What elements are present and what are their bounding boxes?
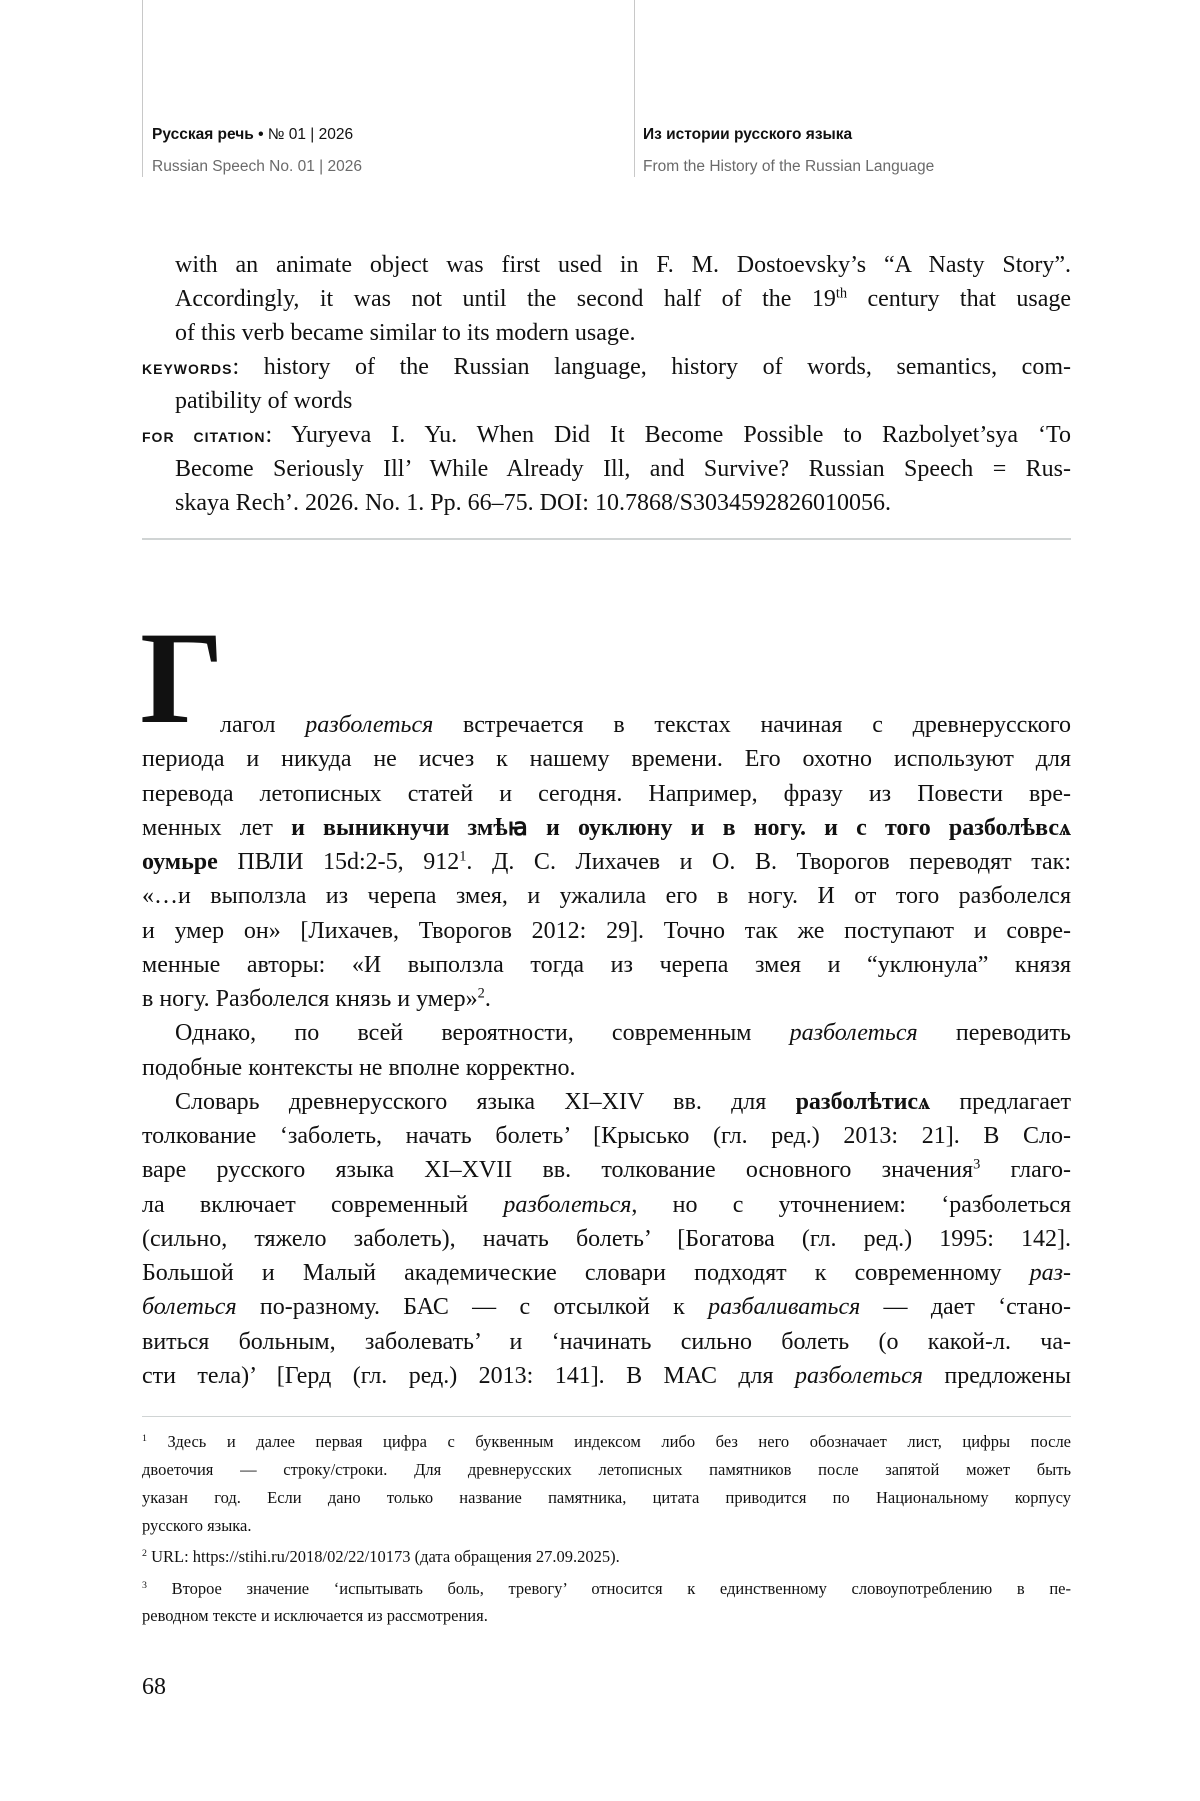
footnote-ref: 2 xyxy=(477,985,485,1002)
drop-cap: Г xyxy=(140,604,224,751)
text-run: Словарь древнерусского языка XI–XIV вв. для xyxy=(175,1088,796,1115)
text-run: разболеться xyxy=(789,1020,918,1047)
text-run: предлагает xyxy=(930,1088,1071,1115)
body-line xyxy=(142,914,1071,948)
footnote-ref: th xyxy=(835,285,848,302)
text-run: skaya Rech’. 2026. No. 1. Pp. 66–75. DOI: 10.7868/S3034592826010056. xyxy=(175,490,891,516)
footnote-line xyxy=(142,1512,1071,1540)
text-run: ПВЛИ 15d:2-5, 912 xyxy=(217,849,460,875)
text-run: виться больным, заболевать’ и ‘начинать сильно болеть (о какой-л. ча- xyxy=(142,1328,1071,1355)
text-run: Become Seriously Ill’ While Already Ill, and Survive? Russian Speech = Rus- xyxy=(175,456,1071,482)
text-run: Accordingly, it was not until the second half of the 19 xyxy=(175,286,836,312)
abstract-line xyxy=(175,452,1071,486)
text-run: of this verb became similar to its modern usage. xyxy=(175,320,636,346)
text-run: указан год. Если дано только название памятника, цитата приводится по Национальному корпусу xyxy=(142,1488,1071,1507)
body-line xyxy=(142,1359,1071,1393)
footnote-ref: 2 xyxy=(142,1548,147,1560)
body-line xyxy=(142,948,1071,982)
text-run: лагол xyxy=(220,712,306,738)
text-run: двоеточия — строку/строки. Для древнерусских летописных памятников после запятой может быть xyxy=(142,1460,1071,1479)
footnote-ref: 1 xyxy=(459,848,467,865)
section-title-ru xyxy=(643,126,852,144)
footnote-rule xyxy=(142,1416,1071,1417)
body-line xyxy=(175,1016,1071,1050)
text-run: оумьре xyxy=(142,849,218,875)
body-line xyxy=(142,982,1071,1016)
text-run: ла включает современный xyxy=(142,1191,504,1218)
text-run: менных лет xyxy=(142,814,292,841)
text-run: century that usage xyxy=(847,286,1071,312)
text-run: : history of the Russian language, history of words, semantics, com- xyxy=(232,354,1071,380)
body-line xyxy=(142,1290,1071,1324)
text-run: patibility of words xyxy=(175,388,353,414)
footnote-line xyxy=(142,1602,1071,1630)
text-run: — дает ‘стано- xyxy=(860,1294,1071,1321)
field-label: FOR CITATION xyxy=(142,429,266,445)
abstract-line xyxy=(142,350,1071,384)
body-line xyxy=(142,742,1071,776)
text-run: «…и выползла из черепа змея, и ужалила его в ногу. И от того разболелся xyxy=(142,883,1071,910)
body-line xyxy=(142,1051,1071,1085)
abstract-line xyxy=(175,486,1071,520)
text-run: подобные контексты не вполне корректно. xyxy=(142,1054,576,1081)
abstract-line xyxy=(175,384,1071,418)
abstract-rule xyxy=(142,538,1071,540)
journal-title-ru xyxy=(152,126,353,144)
footnote-line xyxy=(142,1543,1071,1571)
journal-title-en: Russian Speech No. 01 | 2026 xyxy=(152,158,362,175)
text-run: URL: https://stihi.ru/2018/02/22/10173 (дата обращения 27.09.2025). xyxy=(146,1547,620,1566)
text-run: разболеться xyxy=(794,1362,923,1389)
abstract-line xyxy=(142,418,1071,452)
body-line xyxy=(220,708,1071,742)
footnote-ref: 1 xyxy=(142,1433,147,1445)
body-line xyxy=(142,1325,1071,1359)
header-divider-right xyxy=(634,0,635,177)
text-run: разболеться xyxy=(305,712,434,738)
footnote-line xyxy=(142,1575,1071,1603)
text-run: реводном тексте и исключается из рассмотрения. xyxy=(142,1606,488,1625)
text-run: with an animate object was first used in F. M. Dostoevsky’s “A Nasty Story”. xyxy=(175,252,1071,278)
journal-name: Русская речь • xyxy=(152,126,264,143)
body-line xyxy=(142,1153,1071,1187)
footnote-line xyxy=(142,1484,1071,1512)
text-run: Большой и Малый академические словари подходят к современному xyxy=(142,1260,1030,1286)
text-run: Здесь и далее первая цифра с буквенным индексом либо без него обозначает лист, цифры после xyxy=(146,1432,1071,1451)
text-run: : Yuryeva I. Yu. When Did It Become Possible to Razbolyet’sya ‘To xyxy=(265,422,1072,448)
text-run: разболеться xyxy=(503,1191,632,1218)
section-name: Из истории русского языка xyxy=(643,126,853,143)
header-divider-left xyxy=(142,0,143,177)
page-number: 68 xyxy=(142,1674,166,1700)
text-run: толкование ‘заболеть, начать болеть’ [Крысько (гл. ред.) 2013: 21]. В Сло- xyxy=(142,1123,1071,1149)
text-run: варе русского языка XI–XVII вв. толкование основного значения xyxy=(142,1157,974,1184)
text-run: Второе значение ‘испытывать боль, тревогу’ относится к единственному словоупотреблению в пе- xyxy=(146,1579,1071,1598)
text-run: и выникнучи змѣꙗ и оуклюну и в ногу. и с того разболѣвсѧ xyxy=(291,814,1071,841)
footnote-ref: 3 xyxy=(973,1156,981,1173)
journal-issue: № 01 | 2026 xyxy=(267,126,354,143)
body-line xyxy=(142,811,1071,845)
text-run: разбаливаться xyxy=(708,1294,861,1321)
body-line xyxy=(142,1256,1071,1290)
body-line xyxy=(142,1119,1071,1153)
text-run: . Д. С. Лихачев и О. В. Творогов переводят так: xyxy=(466,849,1071,875)
text-run: сти тела)’ [Герд (гл. ред.) 2013: 141]. В МАС для xyxy=(142,1362,795,1389)
text-run: , но с уточнением: ‘разболеться xyxy=(631,1191,1071,1218)
abstract-line xyxy=(175,248,1071,282)
text-run: переводить xyxy=(917,1020,1071,1047)
text-run: болеться xyxy=(142,1294,237,1321)
text-run: разболѣтисѧ xyxy=(795,1088,931,1115)
text-run: в ногу. Разболелся князь и умер» xyxy=(142,986,478,1012)
section-title-en: From the History of the Russian Language xyxy=(643,158,935,175)
body-line xyxy=(142,845,1071,879)
body-line xyxy=(142,1188,1071,1222)
body-line xyxy=(142,1222,1071,1256)
text-run: раз- xyxy=(1029,1260,1071,1286)
text-run: периода и никуда не исчез к нашему времени. Его охотно используют для xyxy=(142,746,1071,773)
field-label: KEYWORDS xyxy=(142,361,233,377)
body-line xyxy=(175,1085,1071,1119)
body-line xyxy=(142,777,1071,811)
text-run: глаго- xyxy=(980,1157,1071,1184)
text-run: Однако, по всей вероятности, современным xyxy=(175,1020,790,1047)
text-run: перевода летописных статей и сегодня. Например, фразу из Повести вре- xyxy=(142,780,1071,807)
abstract-line xyxy=(175,282,1071,316)
text-run: по-разному. БАС — с отсылкой к xyxy=(236,1294,709,1321)
abstract-line xyxy=(175,316,1071,350)
text-run: предложены xyxy=(922,1362,1071,1389)
footnote-ref: 3 xyxy=(142,1580,147,1592)
text-run: менные авторы: «И выползла тогда из черепа змея и “уклюнула” князя xyxy=(142,951,1071,978)
text-run: (сильно, тяжело заболеть), начать болеть’ [Богатова (гл. ред.) 1995: 142]. xyxy=(142,1225,1071,1252)
footnote-line xyxy=(142,1456,1071,1484)
text-run: встречается в текстах начиная с древнерусского xyxy=(433,712,1071,738)
text-run: русского языка. xyxy=(142,1516,252,1535)
footnote-line xyxy=(142,1428,1071,1456)
body-line xyxy=(142,879,1071,913)
text-run: . xyxy=(484,986,491,1012)
text-run: и умер он» [Лихачев, Творогов 2012: 29]. Точно так же поступают и совре- xyxy=(142,917,1071,944)
